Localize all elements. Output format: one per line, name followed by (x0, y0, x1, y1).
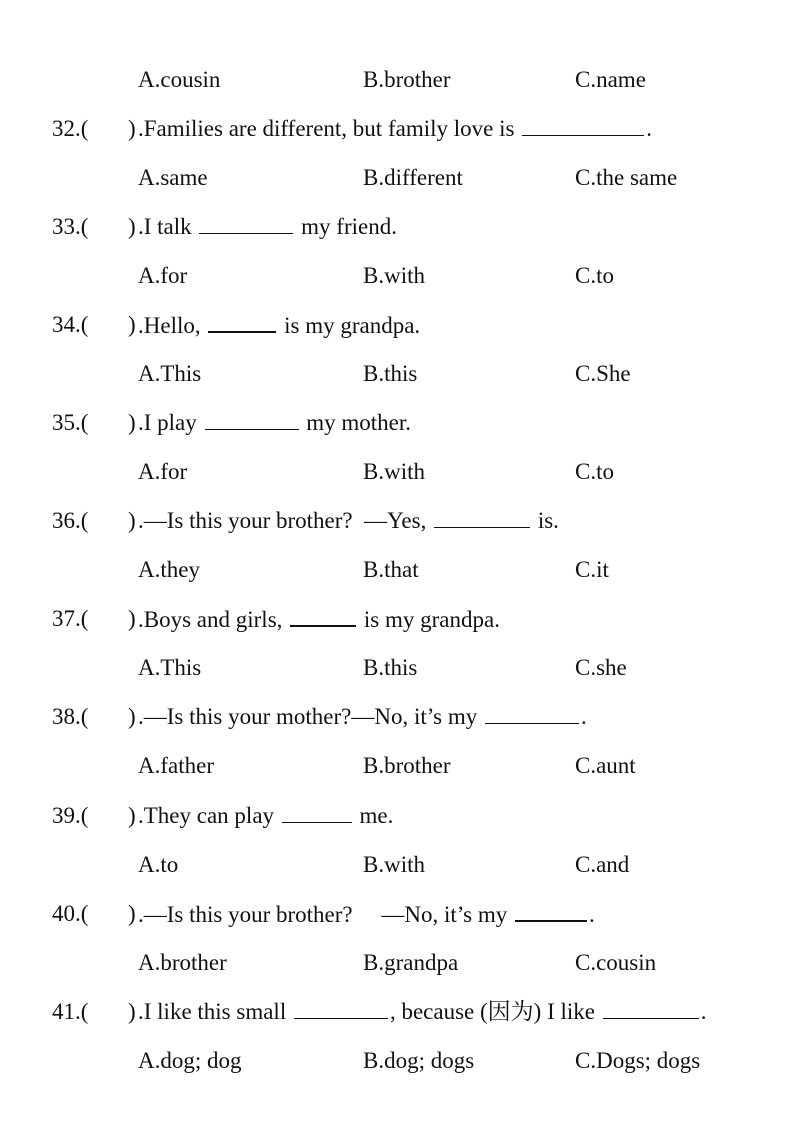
question-40 (0, 898, 800, 930)
question-38 (0, 701, 800, 733)
option-a: A.This (138, 361, 202, 386)
option-b: B.that (363, 557, 419, 582)
answer-blank (294, 996, 388, 1019)
option-c: C.to (575, 459, 614, 484)
answer-blank (199, 211, 293, 234)
answer-paren: ) (128, 999, 136, 1024)
answer-blank (522, 113, 644, 136)
question-text-after: . (580, 704, 587, 729)
option-row-31 (0, 64, 800, 96)
question-39 (0, 800, 800, 832)
option-b: B.this (363, 361, 418, 386)
option-b: B.different (363, 165, 463, 190)
option-b: B.brother (363, 753, 451, 778)
question-text-after: me. (359, 803, 394, 828)
question-32 (0, 113, 800, 145)
option-b: B.grandpa (363, 950, 459, 975)
option-c: C.She (575, 361, 631, 386)
question-text-before: .Families are different, but family love is (138, 116, 515, 141)
question-text-after: . (589, 902, 595, 927)
question-34 (0, 309, 800, 341)
option-row-38 (0, 750, 800, 782)
option-c: C.Dogs; dogs (575, 1048, 701, 1073)
option-b: B.with (363, 852, 425, 877)
question-35 (0, 407, 800, 439)
question-text-before: .I talk (138, 214, 192, 239)
answer-paren: ) (128, 803, 136, 828)
option-row-37 (0, 652, 800, 684)
answer-paren: ) (128, 606, 136, 631)
option-c: C.she (575, 655, 627, 680)
answer-blank (290, 603, 356, 627)
option-a: A.for (138, 263, 188, 288)
option-b: B.dog; dogs (363, 1048, 475, 1073)
answer-paren: ) (128, 704, 136, 729)
option-c: C.name (575, 67, 646, 92)
answer-blank (282, 800, 352, 823)
question-text-before: .—Is this your brother? —Yes, (138, 508, 427, 533)
question-text-before: .I play (138, 410, 197, 435)
answer-paren: ) (128, 116, 136, 141)
question-41 (0, 996, 800, 1028)
option-a: A.brother (138, 950, 227, 975)
question-text-after: . (700, 999, 707, 1024)
question-text (138, 603, 500, 636)
question-number: 34.( (52, 312, 89, 337)
question-text-before: .—Is this your brother? —No, it’s my (138, 902, 508, 927)
answer-blank (205, 407, 299, 430)
option-b: B.brother (363, 67, 451, 92)
answer-paren: ) (128, 312, 136, 337)
question-number: 36.( (52, 508, 89, 533)
question-text-before: .Hello, (138, 313, 201, 338)
question-text-after: my mother. (306, 410, 412, 435)
question-text (138, 898, 595, 931)
option-row-39 (0, 849, 800, 881)
question-text-after: is my grandpa. (284, 313, 421, 338)
option-a: A.father (138, 753, 214, 778)
option-b: B.with (363, 263, 425, 288)
question-text-before: .—Is this your mother?—No, it’s my (138, 704, 478, 729)
question-36 (0, 505, 800, 537)
question-text-before: .They can play (138, 803, 275, 828)
option-a: A.they (138, 557, 200, 582)
option-c: C.cousin (575, 950, 657, 975)
question-text-middle: , because (因为) I like (389, 999, 595, 1024)
question-text-after: is my grandpa. (363, 607, 500, 632)
option-a: A.cousin (138, 67, 221, 92)
question-number: 40.( (52, 901, 89, 926)
option-a: A.to (138, 852, 179, 877)
option-b: B.with (363, 459, 425, 484)
question-text-before: .I like this small (138, 999, 287, 1024)
question-number: 32.( (52, 116, 89, 141)
answer-paren: ) (128, 508, 136, 533)
option-row-32 (0, 162, 800, 194)
question-number: 41.( (52, 999, 89, 1024)
option-c: C.it (575, 557, 609, 582)
question-text (138, 211, 397, 243)
question-text-after: my friend. (301, 214, 397, 239)
question-text (138, 309, 420, 342)
answer-blank (603, 996, 699, 1019)
answer-blank (515, 898, 587, 922)
question-number: 37.( (52, 606, 89, 631)
question-37 (0, 603, 800, 635)
question-number: 33.( (52, 214, 89, 239)
option-row-35 (0, 456, 800, 488)
question-text (138, 800, 393, 832)
answer-paren: ) (128, 410, 136, 435)
option-a: A.same (138, 165, 208, 190)
answer-blank (208, 309, 276, 333)
question-text (138, 996, 706, 1028)
question-text (138, 505, 559, 537)
question-33 (0, 211, 800, 243)
question-text-after: is. (537, 508, 559, 533)
question-number: 38.( (52, 704, 89, 729)
option-c: C.to (575, 263, 614, 288)
option-a: A.This (138, 655, 202, 680)
option-c: C.and (575, 852, 630, 877)
question-text (138, 407, 411, 439)
question-text-before: .Boys and girls, (138, 607, 283, 632)
question-text (138, 113, 652, 145)
option-a: A.for (138, 459, 188, 484)
question-text (138, 701, 587, 733)
question-number: 39.( (52, 803, 89, 828)
question-number: 35.( (52, 410, 89, 435)
option-row-41 (0, 1045, 800, 1077)
option-row-36 (0, 554, 800, 586)
question-text-after: . (646, 116, 652, 141)
answer-blank (434, 505, 530, 528)
option-row-34 (0, 358, 800, 390)
answer-blank (485, 701, 579, 724)
answer-paren: ) (128, 901, 136, 926)
option-c: C.the same (575, 165, 678, 190)
option-row-40 (0, 947, 800, 979)
option-b: B.this (363, 655, 418, 680)
option-c: C.aunt (575, 753, 636, 778)
answer-paren: ) (128, 214, 136, 239)
option-row-33 (0, 260, 800, 292)
option-a: A.dog; dog (138, 1048, 242, 1073)
